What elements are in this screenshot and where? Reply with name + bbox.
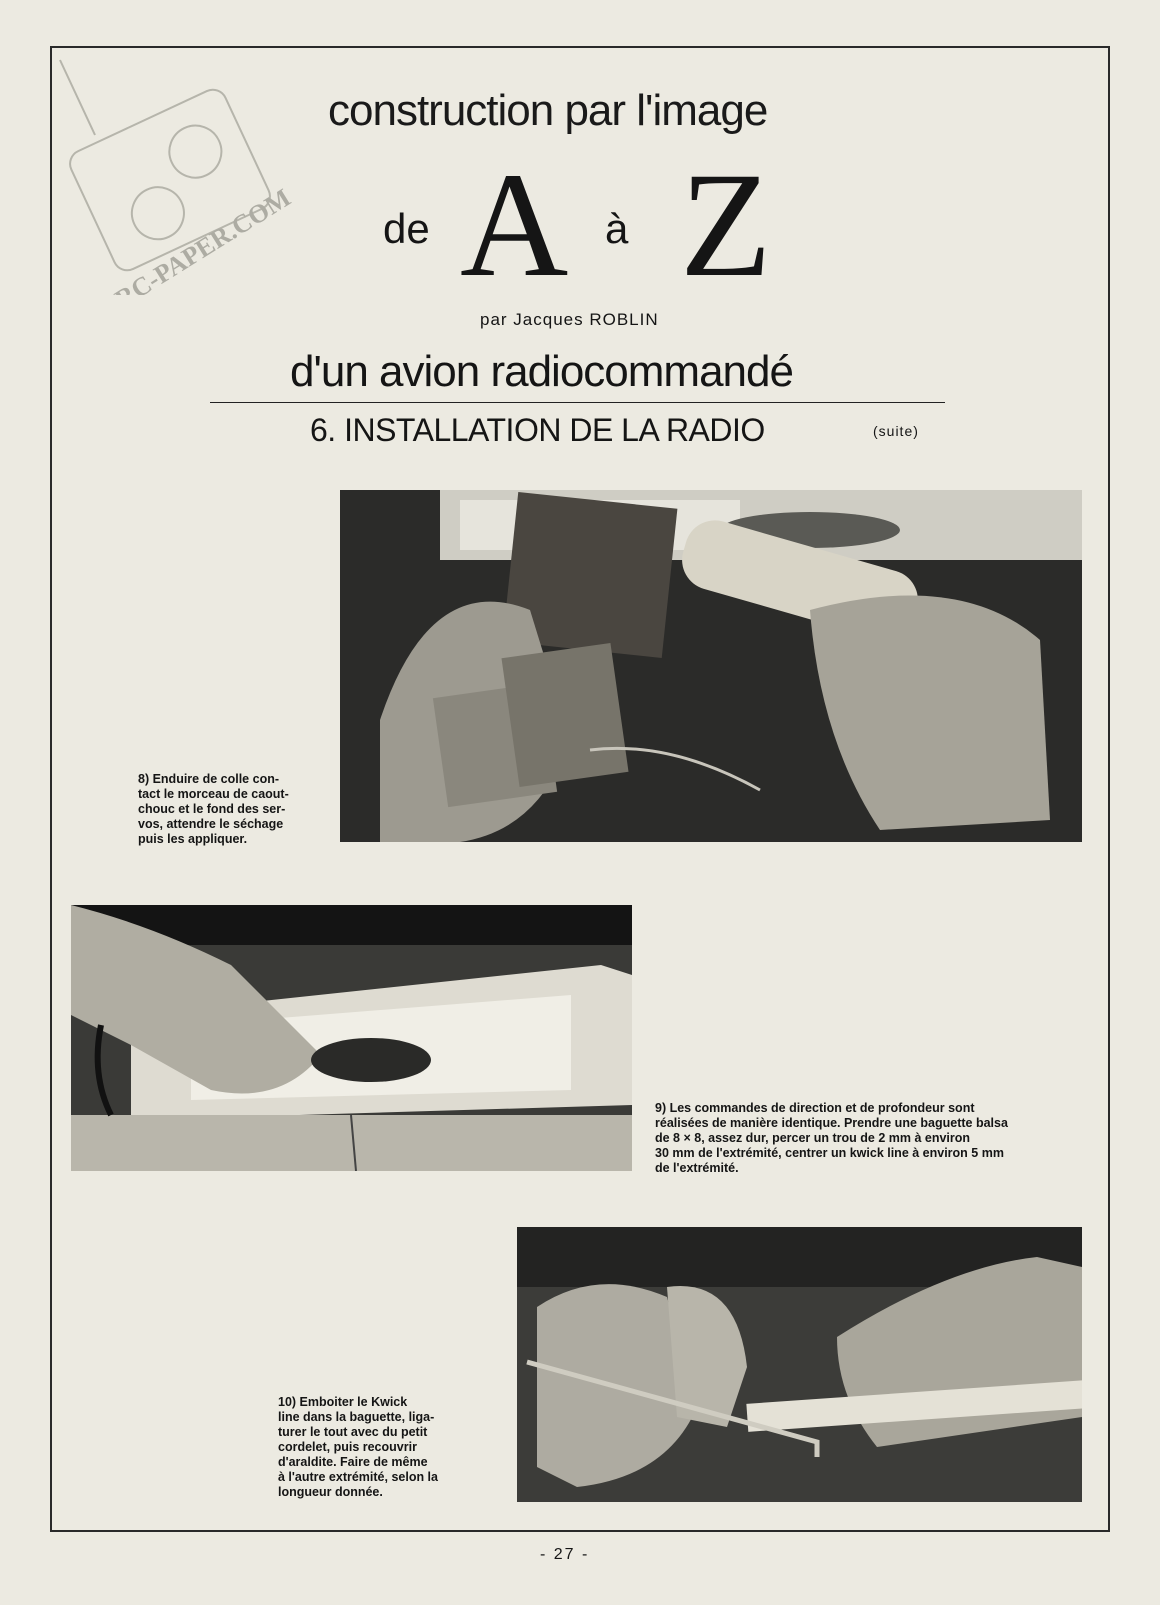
caption-10: 10) Emboiter le Kwick line dans la baguette, liga- turer le tout avec du petit cordelet, puis recouvrir d'araldite. Faire de même à l'autre extrémité, selon la longueur donnée. [278, 1395, 438, 1499]
title-line-1: construction par l'image [328, 86, 768, 135]
title-letter-z: Z [680, 142, 772, 308]
kwick-line-baguette-photo [517, 1227, 1082, 1502]
title-letter-a-capital: A [460, 142, 569, 308]
watermark-text: RC-PAPER.COM [109, 182, 295, 295]
fuselage-servo-install-photo [71, 905, 632, 1171]
author-byline: par Jacques ROBLIN [480, 310, 659, 329]
title-de: de [383, 205, 430, 252]
hands-gluing-servos-photo [340, 490, 1082, 842]
page-number: - 27 - [540, 1546, 590, 1563]
rc-paper-watermark-logo [55, 55, 295, 295]
title-divider [210, 402, 945, 403]
suite-label: (suite) [873, 423, 919, 439]
title-a-grave: à [605, 205, 629, 252]
caption-8: 8) Enduire de colle con- tact le morceau de caout- chouc et le fond des ser- vos, attendre le séchage puis les appliquer. [138, 772, 289, 846]
section-title: 6. INSTALLATION DE LA RADIO [310, 412, 765, 448]
title-line-3: d'un avion radiocommandé [290, 347, 793, 396]
caption-9: 9) Les commandes de direction et de profondeur sont réalisées de manière identique. Prendre une baguette balsa de 8 × 8, assez dur, percer un trou de 2 mm à environ 30 mm de l'extrémité, centrer un kwick line à environ 5 mm de l'extrémité. [655, 1101, 1008, 1175]
